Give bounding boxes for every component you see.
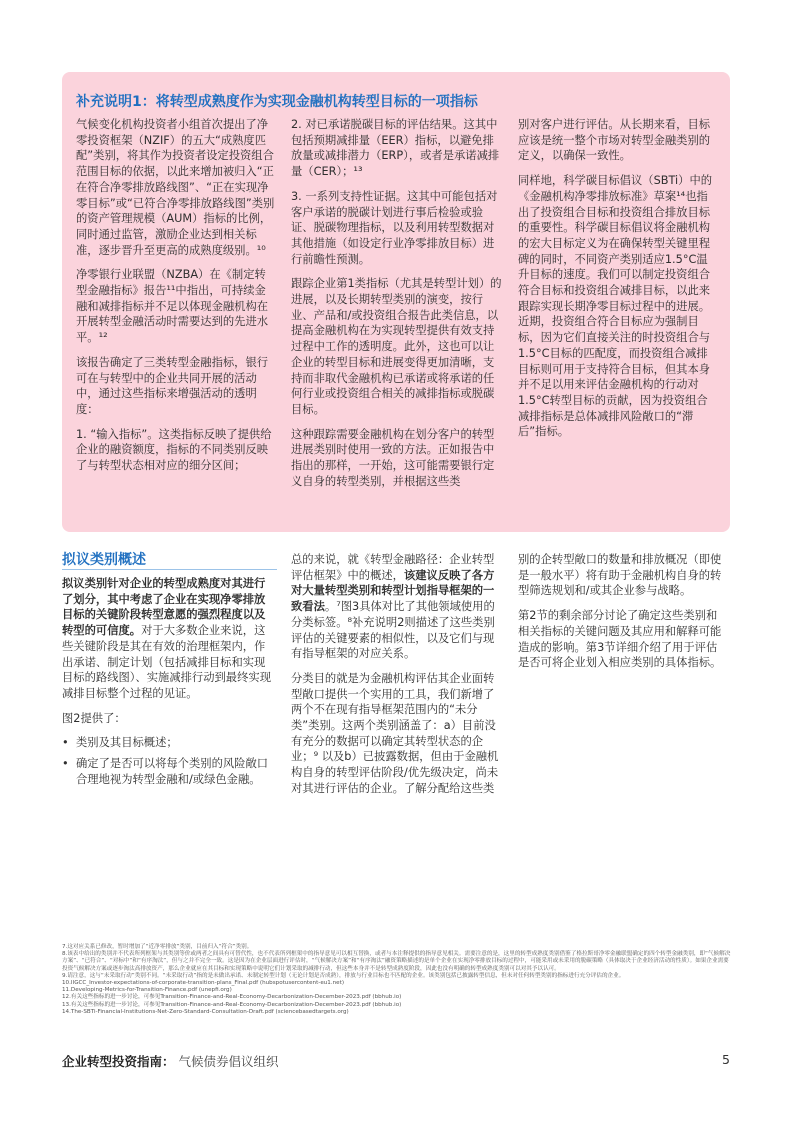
footnote: 7.这对应关系已修改，暂时增加了“近净零排放”类别，目前归入“符合”类别。 (62, 944, 253, 950)
section-text: 。⁷图3具体对比了其他领域使用的分类标签。⁸补充说明2则描述了这些类别评估的关键要素的相似性，以及它们与现有指导框架的对应关系。 (291, 600, 495, 661)
page-number: 5 (722, 1052, 730, 1067)
box-paragraph: 净零银行业联盟（NZBA）在《制定转型金融指标》报告¹¹中指出，可持续金融和减排指标并不足以体现金融机构在开展转型金融活动时需要达到的先进水平。¹² (76, 268, 269, 345)
box-paragraph: 2. 对已承诺脱碳目标的评估结果。这其中包括预期减排量（EER）指标，以避免排放量或减排潜力（ERP），或者是承诺减排量（CER）；¹³ (291, 118, 500, 179)
section-paragraph: 分类目的就是为金融机构评估其企业面转型敞口提供一个实用的工具，我们新增了两个不在现有指导框架范围内的“未分类”类别。这两个类别涵盖了：a）目前没有充分的数据可以确定其转型状态的企业；⁹ 以及b）已披露数据，但由于金融机构自身的转型评估阶段/优先级决定，尚未对其进行评估的企业。了解分配给这些类 (291, 671, 499, 795)
footnote: 10.IIGCC_Investor-expectations-of-corporate-transition-plans_Final.pdf (hubspotusercontent-eu1.net) (62, 980, 345, 987)
footnote: 14.The-SBTi-Financial-Institutions-Net-Zero-Standard-Consultation-Draft.pdf (sciencebasedtargets.org) (62, 1008, 349, 1015)
bullet-list (62, 735, 276, 787)
section-column-3 (518, 552, 728, 680)
box-paragraph: 别对客户进行评估。从长期来看，目标应该是统一整个市场对转型金融类别的定义，以确保一致性。 (518, 118, 711, 163)
section-text-bold: 该建议反映了各方对大量转型类别和转型计划指导框架的一致看法 (291, 568, 495, 614)
box-paragraph: 1. “输入指标”。这类指标反映了提供给企业的融资额度，指标的不同类别反映了与转型状态相对应的细分区间； (76, 427, 272, 473)
section-lead-bold: 拟议类别针对企业的转型成熟度对其进行了划分，其中考虑了企业在实现净零排放目标的关键阶段转型意愿的强烈程度以及转型的可信度。 (62, 577, 266, 638)
box-column-3 (518, 117, 716, 449)
section-column-2 (291, 552, 503, 806)
list-intro: 图2提供了： (62, 711, 126, 725)
box-column-1 (76, 117, 276, 483)
section-title: 拟议类别概述 (62, 552, 146, 568)
section-paragraph: 第2节的剩余部分讨论了确定这些类别和相关指标的关键问题及其应用和解释可能造成的影响。第3节详细介绍了用于评估是否可将企业划入相应类别的具体指标。 (518, 609, 722, 670)
footnote: 11.Developing-Metrics-for-Transition-Finance.pdf (unepfi.org) (62, 987, 232, 994)
footnote: 13.有关这些指标的进一步讨论，可参见Transition-Finance-and-Real-Economy-Decarbonization-December-2023.pdf (bbhub.io) (62, 1001, 402, 1008)
section-lead-text: 对于大多数企业来说，这些关键阶段是其在有效的治理框架内，作出承诺、制定计划（包括减排目标和实现目标的路线图）、实施减排行动到最终实现减排目标整个过程的见证。 (62, 624, 271, 700)
supplementary-note-title: 补充说明1：将转型成熟度作为实现金融机构转型目标的一项指标 (76, 94, 478, 110)
box-paragraph: 同样地，科学碳目标倡议（SBTi）中的《金融机构净零排放标准》草案¹⁴也指出了投资组合目标和投资组合排放目标的重要性。科学碳目标倡议将金融机构的宏大目标定义为在确保转型关键里程碑的同时，不同资产类别适应1.5°C温升目标的速度。我们可以制定投资组合符合目标和投资组合减排目标，以此来跟踪实现长期净零目标过程中的进展。近期，投资组合符合目标应为强制目标，因为它们直接关注的时投资组合与1.5°C目标的匹配度，而投资组合减排目标则可用于支持符合目标，但其本身并不足以用来评估金融机构的行动对1.5°C转型目标的贡献，因为投资组合减排指标是总体减排风险敞口的“滞后”指标。 (518, 174, 713, 439)
box-column-2 (291, 117, 502, 498)
section-text: 总的来说，就《转型金融路径：企业转型评估框架》中的概述， (291, 553, 495, 582)
section-divider (62, 569, 277, 570)
list-item: • 确定了是否可以将每个类别的风险敞口合理地视为转型金融和/或绿色金融。 (62, 756, 276, 787)
box-paragraph: 跟踪企业第1类指标（尤其是转型计划）的进展，以及长期转型类别的演变，按行业、产品和/或投资组合报告此类信息，以提高金融机构在为实现转型提供有效支持过程中工作的透明度。此外，这也可以让企业的转型目标和进展变得更加清晰，支持而非取代金融机构已承诺或将承诺的任何行业或投资组合相关的减排指标或脱碳目标。 (291, 277, 502, 416)
footnotes (62, 944, 732, 1016)
box-paragraph: 3. 一系列支持性证据。这其中可能包括对客户承诺的脱碳计划进行事后检验或验证、脱碳物理指标，以及利用转型数据对其他措施（如设定行业净零排放目标）进行前瞻性预测。 (291, 189, 498, 266)
footnote: 8.该表中给出的类别并不代表所列框架与其类别等价或两者之间具有可替代性，也不代表所列框架中的指导意见可以相互替换，或者与本注释提供的指导意见相关。需要注意的是，这里的转型成熟度类别借鉴了格拉斯哥净零金融联盟确定的四个转型金融类别，即“气候解决方案”、“已符合”、“对标中”和“有序淘汰”，但与之并不完全一致。这是因为在企业层面进行评估时，“气候解决方案”和“有序淘汰”融资策略描述的是单个企业在实现净零排放目标的过程中，可能采用或未采用的脱碳策略（具体取决于企业经济活动的性质）。如果企业需要投资气候解决方案或逐步淘汰高排放资产，那么企业就应在其目标和实现策略中说明它们计划采取的减排行动，但这些本身并不是转型成熟度阶段，因此也没有明确的转型成熟度类别可以对其予以认可。 (62, 951, 731, 972)
footnote: 12.有关这些指标的进一步讨论，可参见Transition-Finance-and-Real-Economy-Decarbonization-December-2023.pdf (bbhub.io) (62, 994, 402, 1001)
footnote: 9.请注意，这与“未采取行动”类别不同。“未采取行动”指的是未做出承诺、未制定转型计划（无论计划是否成熟），排放与行业目标也不匹配的企业。该类别包括已披露转型信息，但未对任何转型类别的指标进行充分评估的企业。 (62, 972, 625, 979)
section-paragraph: 别的企转型敞口的数量和排放概况（即使是一般水平）将有助于金融机构自身的转型筛选规划和/或其企业参与战略。 (518, 553, 722, 598)
box-paragraph: 这种跟踪需要金融机构在划分客户的转型进展类别时使用一致的方法。正如报告中指出的那样，一开始，这可能需要银行定义自身的转型类别，并根据这些类 (291, 427, 495, 488)
footer-organization: 气候债券倡议组织 (178, 1054, 279, 1069)
footer-doc-title: 企业转型投资指南： (62, 1054, 175, 1069)
list-item: • 类别及其目标概述； (62, 735, 276, 751)
section-column-1 (62, 576, 276, 793)
box-paragraph: 该报告确定了三类转型金融指标，银行可在与转型中的企业共同开展的活动中，通过这些指标来增强活动的透明度： (76, 355, 269, 416)
box-paragraph: 气候变化机构投资者小组首次提出了净零投资框架（NZIF）的五大“成熟度匹配”类别，将其作为投资者设定投资组合范围目标的依据，以此来增加被归入“正在符合净零排放路线图”、“正在实现净零目标”或“已符合净零排放路线图”类别的资产管理规模（AUM）指标的比例，同时通过监管，激励企业达到相关标准，逐步晋升至更高的成熟度级别。¹⁰ (76, 118, 275, 257)
footer-title (62, 1052, 279, 1070)
